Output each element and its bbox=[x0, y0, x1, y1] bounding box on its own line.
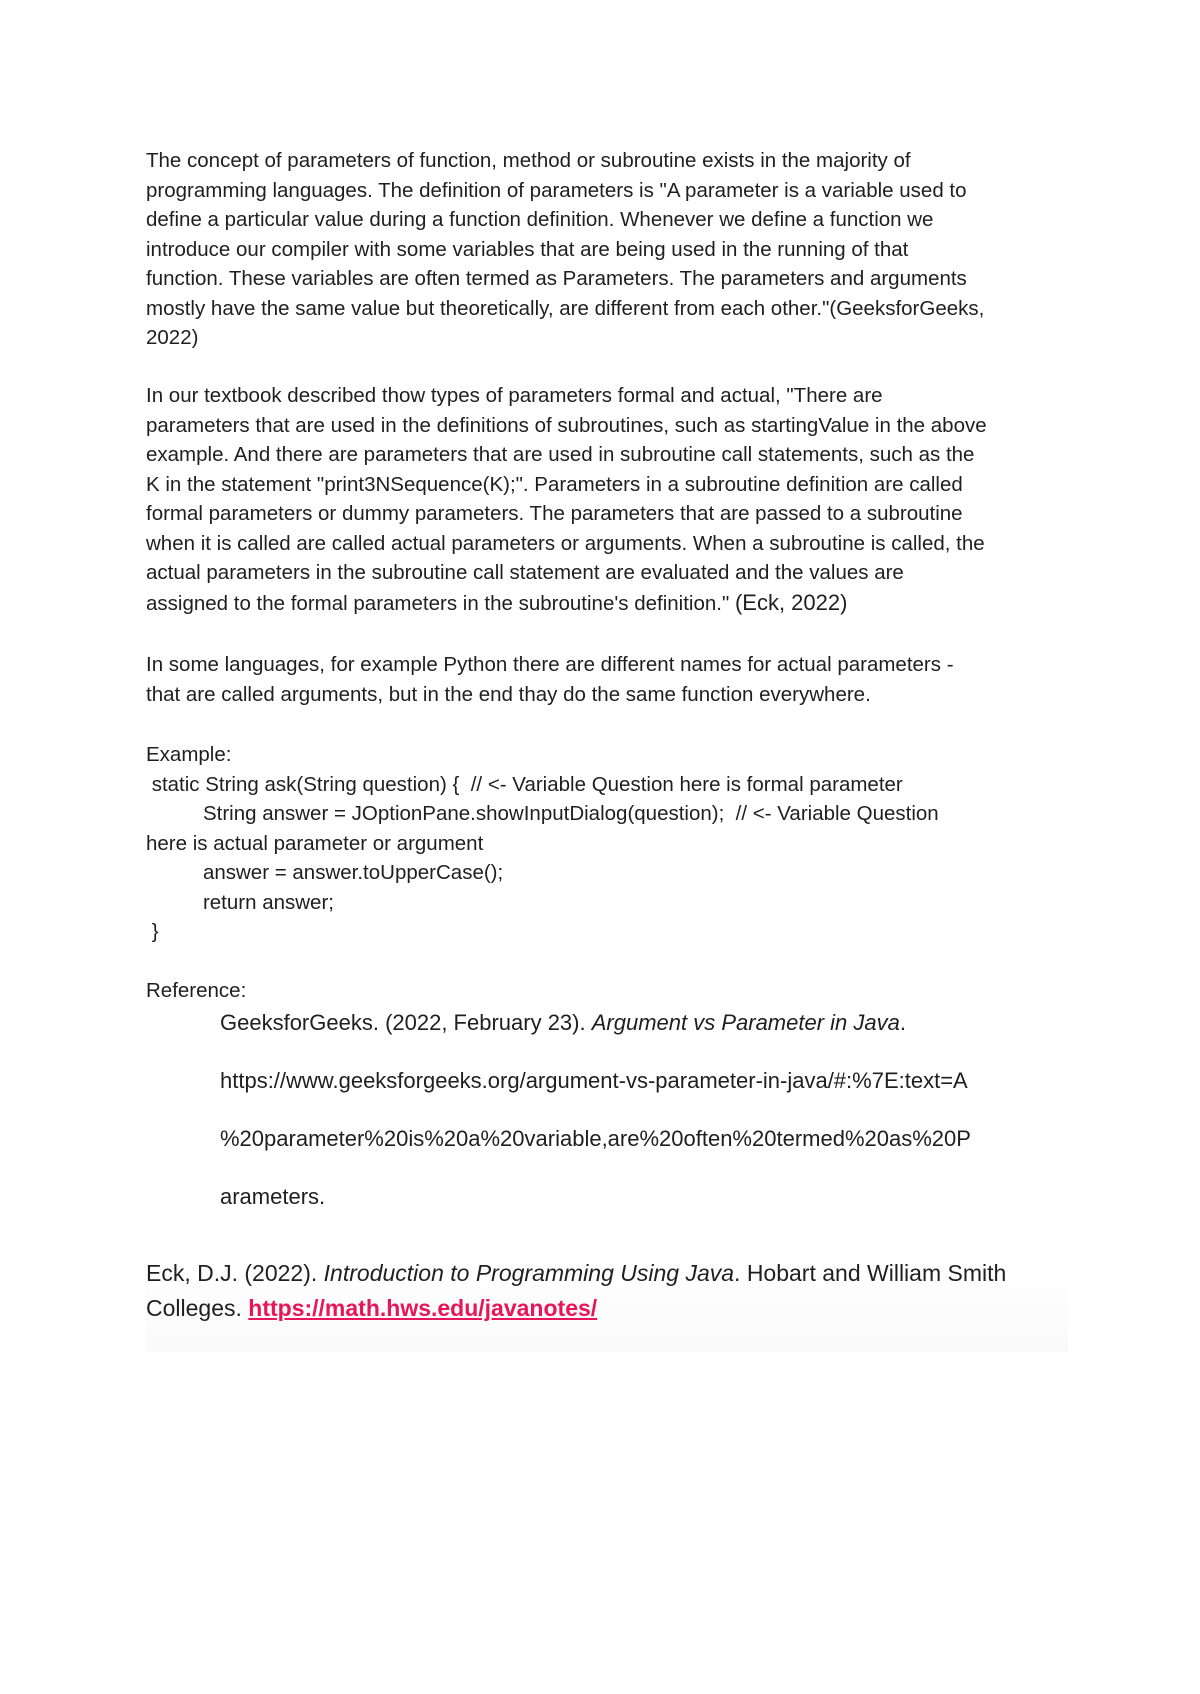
geeks-url-line: %20parameter%20is%20a%20variable,are%20often%20termed%20as%20P bbox=[220, 1125, 971, 1151]
text-line: introduce our compiler with some variables that are being used in the running of that bbox=[146, 237, 909, 261]
text-line: K in the statement "print3NSequence(K);". Parameters in a subroutine definition are called bbox=[146, 472, 963, 496]
text-line bbox=[146, 588, 1076, 619]
text-line-prefix: assigned to the formal parameters in the subroutine's definition." bbox=[146, 591, 735, 615]
eck-reference-publisher: . Hobart and William Smith bbox=[734, 1260, 1007, 1286]
text-line: The concept of parameters of function, method or subroutine exists in the majority of bbox=[146, 149, 911, 172]
example-section bbox=[146, 740, 1076, 947]
text-line: function. These variables are often termed as Parameters. The parameters and arguments bbox=[146, 267, 967, 290]
eck-reference bbox=[146, 1256, 1068, 1352]
geeks-url-line: https://www.geeksforgeeks.org/argument-vs-parameter-in-java/#:%7E:text=A bbox=[220, 1067, 968, 1093]
text-line: mostly have the same value but theoretically, are different from each other."(GeeksforGeeks, bbox=[146, 296, 985, 320]
text-line: parameters that are used in the definitions of subroutines, such as startingValue in the above bbox=[146, 413, 987, 437]
eck-reference-line-2 bbox=[146, 1291, 1068, 1326]
code-line: String answer = JOptionPane.showInputDialog(question); // <- Variable Question bbox=[146, 802, 939, 825]
text-line: that are called arguments, but in the end thay do the same function everywhere. bbox=[146, 682, 871, 706]
reference-section bbox=[146, 976, 1076, 1214]
eck-reference-line-1 bbox=[146, 1256, 1068, 1291]
geeks-reference-prefix: GeeksforGeeks. (2022, February 23). bbox=[220, 1009, 592, 1035]
text-line: In our textbook described thow types of parameters formal and actual, "There are bbox=[146, 384, 883, 407]
eck-reference-title: Introduction to Programming Using Java bbox=[323, 1260, 735, 1286]
geeks-reference bbox=[146, 1006, 1076, 1040]
text-line: formal parameters or dummy parameters. The parameters that are passed to a subroutine bbox=[146, 502, 963, 525]
geeks-reference-suffix: . bbox=[899, 1009, 906, 1035]
example-label: Example: bbox=[146, 743, 232, 766]
paragraph-formal-actual bbox=[146, 381, 1076, 618]
citation-eck: (Eck, 2022) bbox=[734, 589, 848, 615]
geeks-reference-title: Argument vs Parameter in Java bbox=[591, 1009, 900, 1035]
text-line: define a particular value during a function definition. Whenever we define a function we bbox=[146, 208, 934, 231]
code-line: answer = answer.toUpperCase(); bbox=[146, 861, 504, 884]
text-line: 2022) bbox=[146, 326, 199, 349]
code-line: here is actual parameter or argument bbox=[146, 831, 484, 855]
reference-label: Reference: bbox=[146, 979, 247, 1002]
text-line: actual parameters in the subroutine call statement are evaluated and the values are bbox=[146, 561, 904, 584]
geeks-url-line: arameters. bbox=[220, 1183, 326, 1209]
text-line: programming languages. The definition of parameters is "A parameter is a variable used to bbox=[146, 178, 967, 202]
eck-reference-colleges: Colleges. bbox=[146, 1295, 249, 1321]
text-line: when it is called are called actual parameters or arguments. When a subroutine is called, the bbox=[146, 531, 985, 555]
code-line: static String ask(String question) { // <- Variable Question here is formal parameter bbox=[146, 772, 903, 796]
eck-reference-prefix: Eck, D.J. (2022). bbox=[146, 1260, 324, 1286]
javanotes-link[interactable]: https://math.hws.edu/javanotes/ bbox=[248, 1295, 598, 1321]
code-line: return answer; bbox=[146, 890, 334, 914]
code-line: } bbox=[146, 920, 159, 943]
paragraph-python-arguments bbox=[146, 650, 1076, 709]
text-line: example. And there are parameters that are used in subroutine call statements, such as the bbox=[146, 443, 975, 466]
paragraph-parameters-definition bbox=[146, 146, 1076, 353]
text-line: In some languages, for example Python there are different names for actual parameters - bbox=[146, 653, 954, 676]
